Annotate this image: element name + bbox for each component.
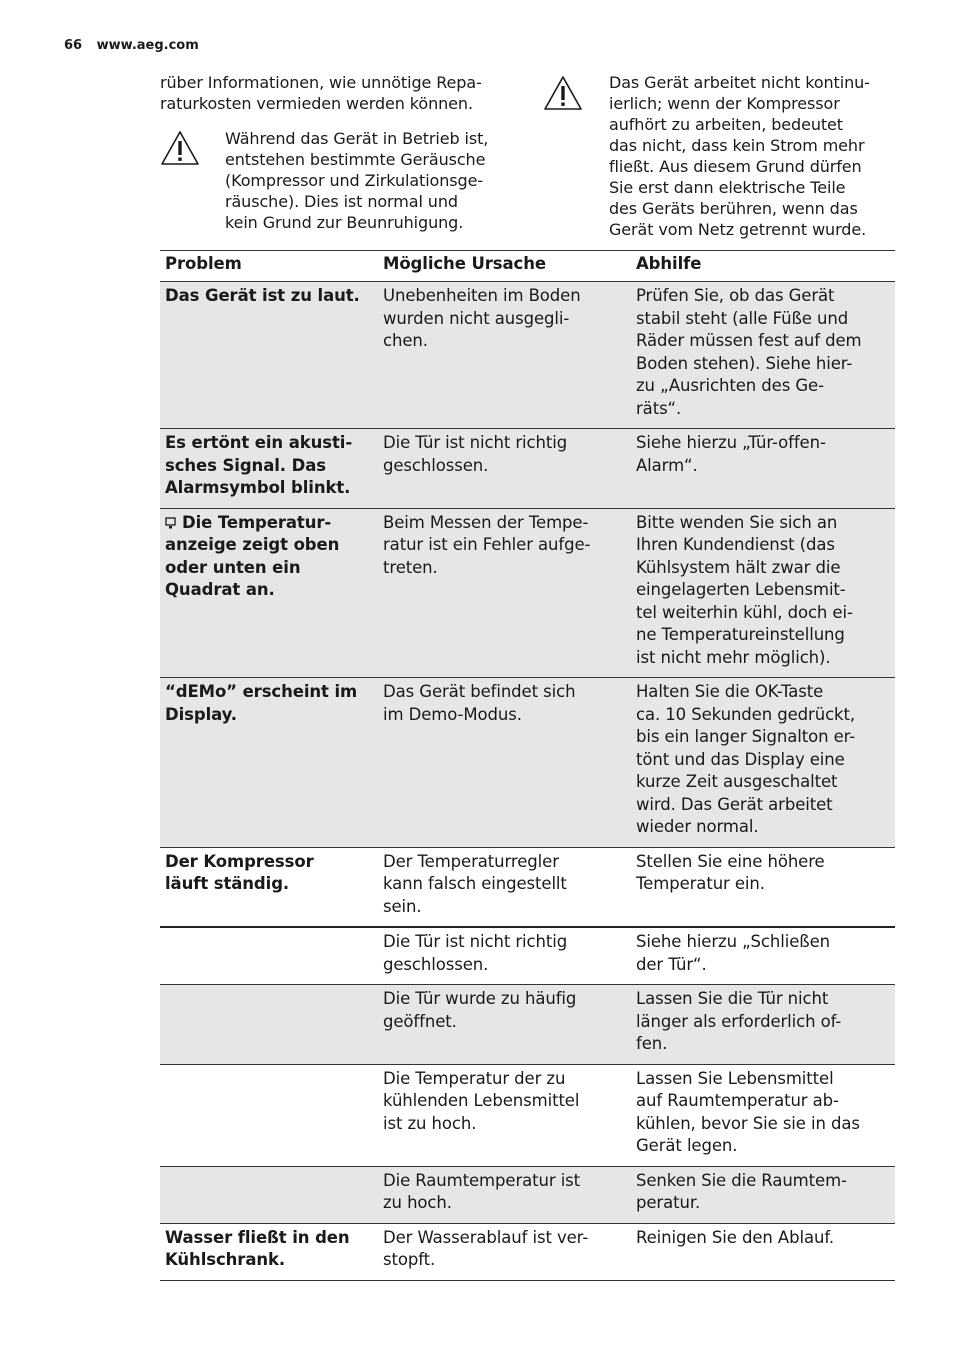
warning-triangle-icon xyxy=(543,75,583,111)
header-cause: Mögliche Ursache xyxy=(378,251,631,282)
troubleshooting-table xyxy=(160,250,895,1281)
cause-cell: Der Temperaturregler kann falsch eingestellt sein. xyxy=(378,847,631,927)
table-row xyxy=(160,508,895,678)
problem-cell xyxy=(160,1166,378,1223)
problem-cell: Der Kompressor läuft ständig. xyxy=(160,847,378,927)
cause-cell: Die Tür ist nicht richtig geschlossen. xyxy=(378,429,631,509)
problem-cell xyxy=(160,927,378,985)
cause-cell: Die Raumtemperatur ist zu hoch. xyxy=(378,1166,631,1223)
table-row xyxy=(160,1064,895,1166)
cause-cell: Die Tür wurde zu häufig geöffnet. xyxy=(378,985,631,1065)
header-remedy: Abhilfe xyxy=(631,251,895,282)
warning-triangle-icon xyxy=(160,130,200,166)
cause-cell: Beim Messen der Tempe- ratur ist ein Fehler aufge- treten. xyxy=(378,508,631,678)
table-row xyxy=(160,678,895,848)
remedy-cell: Reinigen Sie den Ablauf. xyxy=(631,1223,895,1280)
table-row xyxy=(160,927,895,985)
website-url: www.aeg.com xyxy=(96,38,199,53)
problem-cell xyxy=(160,508,378,678)
page-header xyxy=(64,38,199,53)
table-row xyxy=(160,282,895,429)
cause-cell: Unebenheiten im Boden wurden nicht ausgegli- chen. xyxy=(378,282,631,429)
problem-cell xyxy=(160,985,378,1065)
header-problem: Problem xyxy=(160,251,378,282)
table-row xyxy=(160,985,895,1065)
remedy-cell: Bitte wenden Sie sich an Ihren Kundendienst (das Kühlsystem hält zwar die eingelagerten Lebensmit- tel weiterhin kühl, doch ei- ne Temperatureinstellung ist nicht mehr möglich). xyxy=(631,508,895,678)
problem-cell: Wasser fließt in den Kühlschrank. xyxy=(160,1223,378,1280)
remedy-cell: Siehe hierzu „Schließen der Tür“. xyxy=(631,927,895,985)
remedy-cell: Stellen Sie eine höhere Temperatur ein. xyxy=(631,847,895,927)
table-row xyxy=(160,429,895,509)
table-row xyxy=(160,847,895,927)
intro-continuation-text: rüber Informationen, wie unnötige Repa- raturkosten vermieden werden können. xyxy=(160,73,482,113)
compressor-warning-text: Das Gerät arbeitet nicht kontinu- ierlich; wenn der Kompressor aufhört zu arbeiten, bedeutet das nicht, dass kein Strom mehr fließt. Aus diesem Grund dürfen Sie erst dann elektrische Teile des Geräts berühren, wenn das Gerät vom Netz getrennt wurde. xyxy=(609,73,870,239)
problem-cell xyxy=(160,1064,378,1166)
remedy-cell: Senken Sie die Raumtem- peratur. xyxy=(631,1166,895,1223)
problem-cell: Das Gerät ist zu laut. xyxy=(160,282,378,429)
remedy-cell: Halten Sie die OK-Taste ca. 10 Sekunden gedrückt, bis ein langer Signalton er- tönt und das Display eine kurze Zeit ausgeschaltet wird. Das Gerät arbeitet wieder normal. xyxy=(631,678,895,848)
remedy-cell: Siehe hierzu „Tür-offen- Alarm“. xyxy=(631,429,895,509)
cause-cell: Die Temperatur der zu kühlenden Lebensmittel ist zu hoch. xyxy=(378,1064,631,1166)
problem-cell: Es ertönt ein akusti- sches Signal. Das Alarmsymbol blinkt. xyxy=(160,429,378,509)
remedy-cell: Lassen Sie die Tür nicht länger als erforderlich of- fen. xyxy=(631,985,895,1065)
problem-cell: “dEMo” erscheint im Display. xyxy=(160,678,378,848)
cause-cell: Die Tür ist nicht richtig geschlossen. xyxy=(378,927,631,985)
remedy-cell: Lassen Sie Lebensmittel auf Raumtemperatur ab- kühlen, bevor Sie sie in das Gerät legen. xyxy=(631,1064,895,1166)
cause-cell: Der Wasserablauf ist ver- stopft. xyxy=(378,1223,631,1280)
remedy-cell: Prüfen Sie, ob das Gerät stabil steht (alle Füße und Räder müssen fest auf dem Boden stehen). Siehe hier- zu „Ausrichten des Ge- räts“. xyxy=(631,282,895,429)
cause-cell: Das Gerät befindet sich im Demo-Modus. xyxy=(378,678,631,848)
display-square-icon xyxy=(165,517,176,529)
page-number: 66 xyxy=(64,38,83,53)
table-row xyxy=(160,1166,895,1223)
problem-text: Die Temperatur- anzeige zeigt oben oder unten ein Quadrat an. xyxy=(165,512,340,599)
table-header-row xyxy=(160,251,895,282)
table-row xyxy=(160,1223,895,1280)
noise-warning-text: Während das Gerät in Betrieb ist, entstehen bestimmte Geräusche (Kompressor und Zirkulationsge- räusche). Dies ist normal und kein Grund zur Beunruhigung. xyxy=(225,129,489,232)
